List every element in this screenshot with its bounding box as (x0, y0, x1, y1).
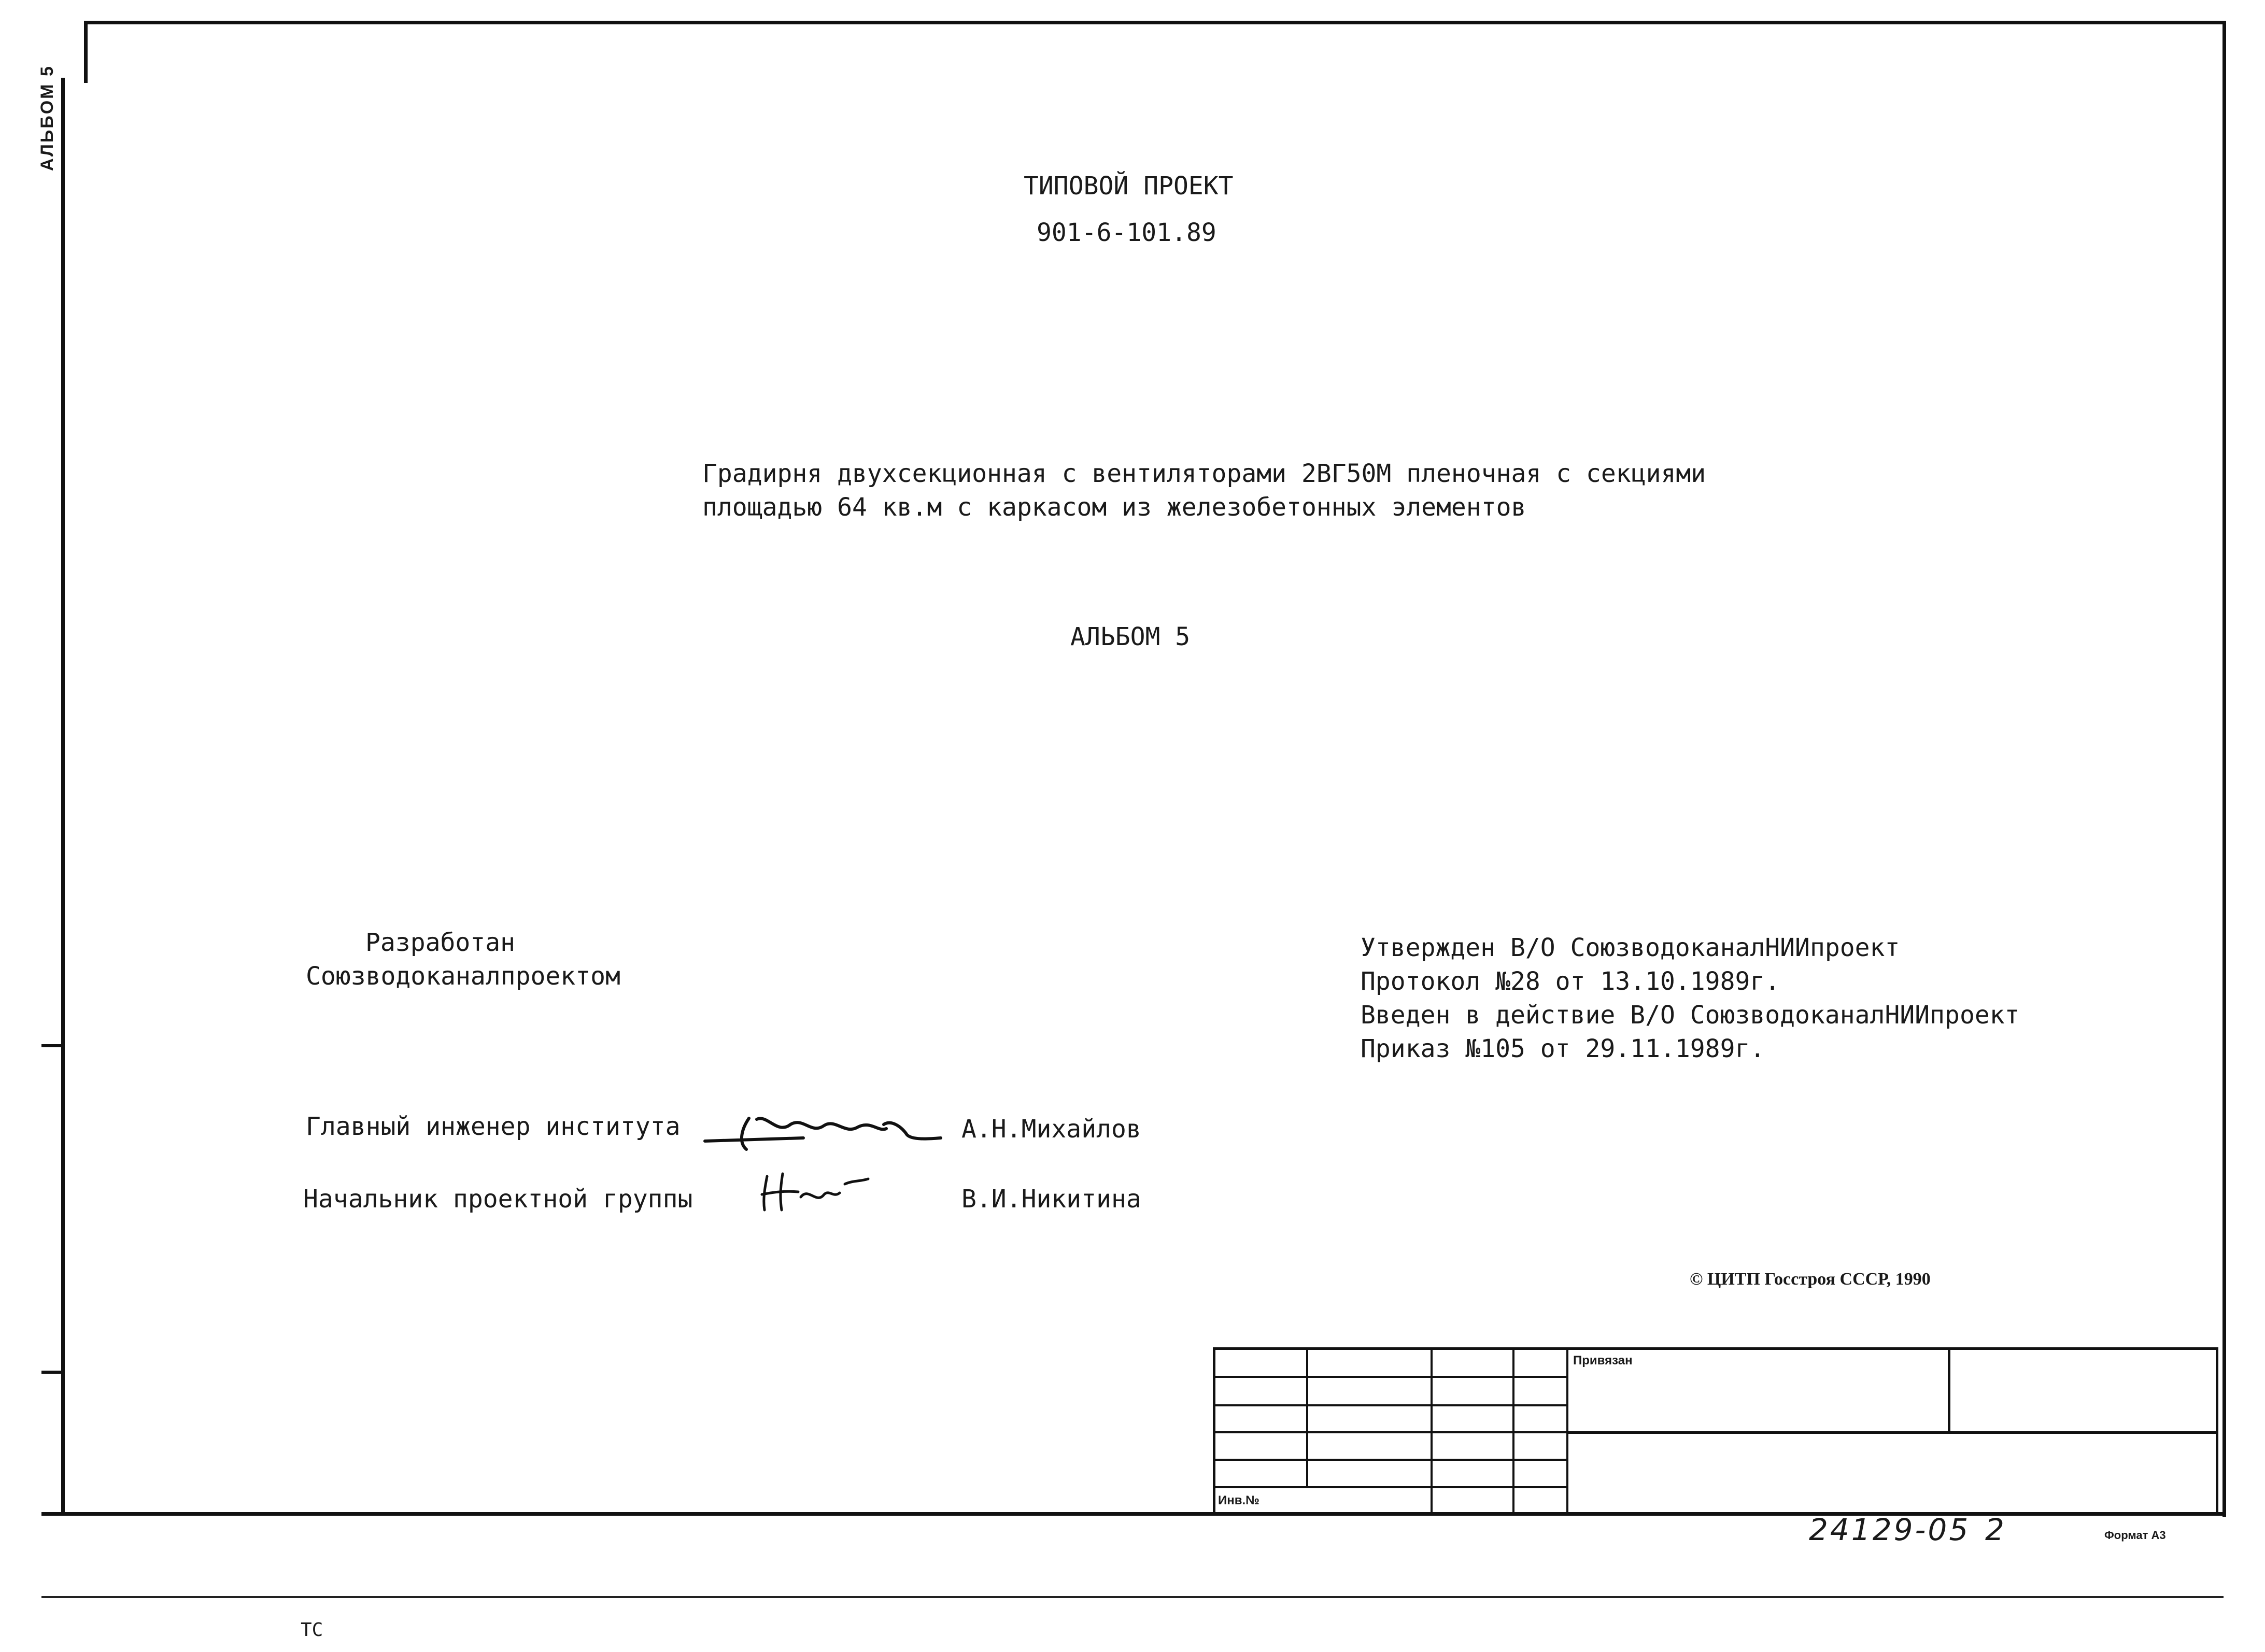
document-number: 24129-05 (1809, 1512, 1971, 1547)
approval-line-2: Протокол №28 от 13.10.1989г. (1361, 967, 1780, 996)
album-title: АЛЬБОМ 5 (1070, 622, 1191, 651)
project-number: 901-6-101.89 (1037, 218, 1216, 247)
sheet-number: 2 (1985, 1512, 2006, 1547)
frame-left-line (61, 78, 65, 1516)
description-line-2: площадью 64 кв.м с каркасом из железобетонных элементов (702, 493, 1526, 522)
inventory-number-label: Инв.№ (1218, 1493, 1259, 1507)
frame-inner-left-line (84, 21, 88, 83)
developer-label: Разработан (365, 928, 515, 957)
developer-organization: Союзводоканалпроектом (306, 962, 620, 991)
signature-mikhailov (700, 1104, 943, 1156)
signatory-name: В.И.Никитина (961, 1185, 1141, 1214)
tb-border-top (1213, 1347, 2218, 1350)
footer-mark: ТС (301, 1619, 323, 1641)
attached-label: Привязан (1573, 1354, 1633, 1368)
tb-row-line (1213, 1486, 1566, 1488)
project-type-title: ТИПОВОЙ ПРОЕКТ (1024, 172, 1234, 201)
tb-row-line (1213, 1431, 1566, 1433)
signatory-role: Начальник проектной группы (303, 1185, 693, 1214)
tb-right-divider (1948, 1347, 1950, 1433)
title-block-table (1213, 1347, 2218, 1516)
approval-line-3: Введен в действие В/О СоюзводоканалНИИпроект (1361, 1001, 2020, 1030)
frame-tick-mark (41, 1371, 65, 1374)
tb-row-line (1213, 1404, 1566, 1406)
side-album-label: АЛЬБОМ 5 (37, 65, 57, 171)
copyright-notice: © ЦИТП Госстроя СССР, 1990 (1690, 1270, 1931, 1289)
signature-nikitina (752, 1166, 871, 1218)
description-line-1: Градирня двухсекционная с вентиляторами 2ВГ50М пленочная с секциями (702, 459, 1706, 488)
tb-row-line (1213, 1459, 1566, 1461)
signatory-role: Главный инженер института (306, 1112, 681, 1141)
tb-row-line (1213, 1376, 1566, 1378)
approval-line-1: Утвержден В/О СоюзводоканалНИИпроект (1361, 933, 1900, 962)
format-label: Формат А3 (2104, 1529, 2166, 1542)
frame-tick-mark (41, 1044, 65, 1047)
approval-line-4: Приказ №105 от 29.11.1989г. (1361, 1034, 1765, 1063)
tb-right-row-line (1566, 1431, 2218, 1434)
signatory-name: А.Н.Михайлов (961, 1115, 1141, 1144)
bottom-rule (41, 1596, 2224, 1598)
tb-col-line (1306, 1347, 1308, 1487)
